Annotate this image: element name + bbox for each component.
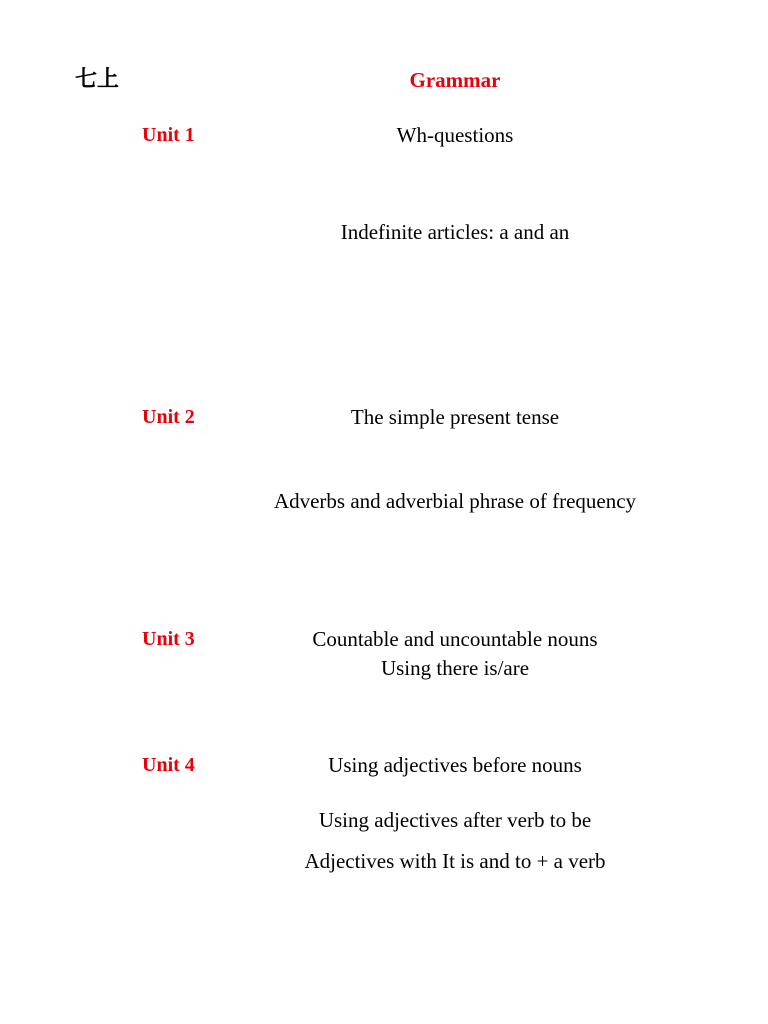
unit-3-label: Unit 3 xyxy=(142,628,195,650)
unit-2-label: Unit 2 xyxy=(142,406,195,428)
unit-4-topic-2: Using adjectives after verb to be xyxy=(318,808,592,832)
grade-label: 七上 xyxy=(75,67,120,92)
page-title: Grammar xyxy=(409,68,501,92)
unit-3-topic-1: Countable and uncountable nouns xyxy=(312,627,598,651)
unit-1-topic-1: Wh-questions xyxy=(396,123,514,147)
unit-3-topic-2: Using there is/are xyxy=(380,656,530,680)
unit-4-topic-1: Using adjectives before nouns xyxy=(328,753,582,777)
unit-1-label: Unit 1 xyxy=(142,124,195,146)
unit-4-label: Unit 4 xyxy=(142,754,195,776)
unit-4-topic-3: Adjectives with It is and to + a verb xyxy=(304,849,606,873)
unit-2-topic-2: Adverbs and adverbial phrase of frequency xyxy=(273,489,637,513)
unit-2-topic-1: The simple present tense xyxy=(350,405,560,429)
unit-1-topic-2: Indefinite articles: a and an xyxy=(340,220,570,244)
